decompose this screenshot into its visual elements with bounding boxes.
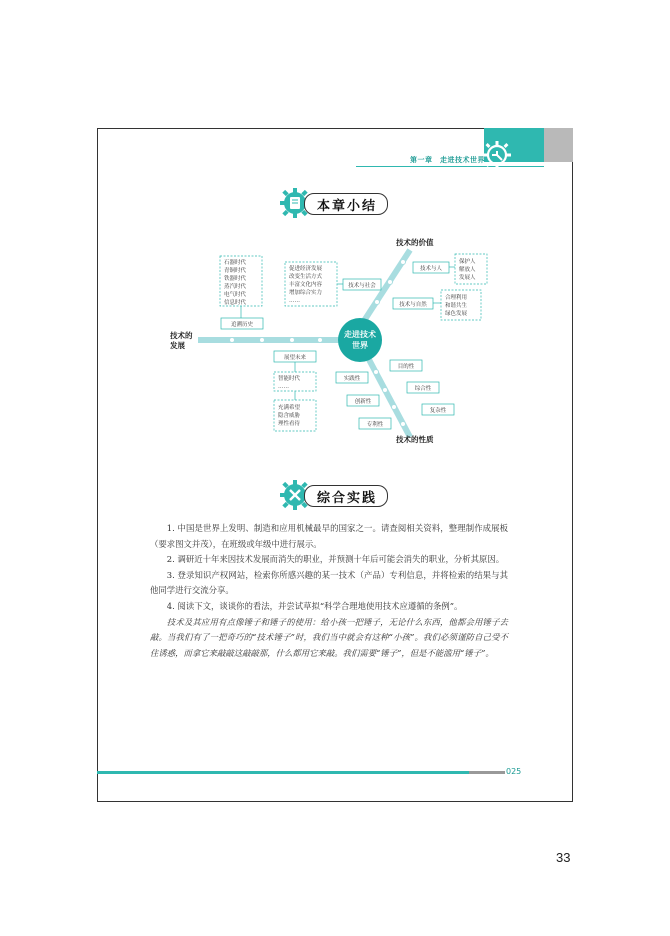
practice-item-1: 1. 中国是世界上发明、制造和应用机械最早的国家之一。请查阅相关资料，整理制作成展板（要求图文并茂），在班级或年级中进行展示。 xyxy=(150,523,508,549)
branch-history-label-1: 技术的 xyxy=(170,331,193,340)
nature-item-2: 和谐共生 xyxy=(445,303,468,309)
section-summary-label: 本章小结 xyxy=(304,193,388,215)
practice-item-4: 4. 阅读下文，谈谈你的看法，并尝试草拟“科学合理地使用技术应遵循的条例”。 xyxy=(166,600,463,611)
footer-gray-bar xyxy=(469,771,505,774)
society-item-1: 促进经济发展 xyxy=(289,266,323,272)
practice-item-3: 3. 登录知识产权网站，检索你所感兴趣的某一技术（产品）专利信息，并将检索的结果与其他同学进行交流分享。 xyxy=(150,569,508,596)
property-2: 实践性 xyxy=(343,376,361,382)
era-3: 铁器时代 xyxy=(224,276,247,282)
page-number: 33 xyxy=(556,850,571,865)
future-item-1: 智能时代 xyxy=(278,376,301,382)
mindmap-center xyxy=(338,318,382,362)
section-practice-label: 综合实践 xyxy=(304,485,388,507)
property-6: 专利性 xyxy=(366,422,384,428)
practice-text xyxy=(150,521,508,661)
header-gray-block xyxy=(544,128,573,162)
human-label: 技术与人 xyxy=(419,266,443,272)
branch-value-label: 技术的价值 xyxy=(396,238,434,247)
future-item-2: …… xyxy=(278,384,289,390)
header-rule xyxy=(356,166,544,167)
branch-history-label-2: 发展 xyxy=(170,341,185,350)
section-summary-title xyxy=(279,190,399,216)
era-2: 青铜时代 xyxy=(224,268,247,274)
inner-page-number: 025 xyxy=(506,767,522,776)
human-item-2: 解放人 xyxy=(459,267,476,273)
page-frame xyxy=(97,128,573,802)
branch-nature-label: 技术的性质 xyxy=(396,435,434,444)
future-label: 展望未来 xyxy=(283,355,307,361)
section-practice-title xyxy=(279,482,399,508)
property-1: 目的性 xyxy=(397,364,415,370)
property-5: 复杂性 xyxy=(429,408,447,414)
society-label: 技术与社会 xyxy=(348,283,376,289)
future-trait-2: 隐含威胁 xyxy=(278,413,301,419)
era-6: 信息时代 xyxy=(224,300,247,306)
gear-icon xyxy=(480,138,514,172)
human-item-3: 发展人 xyxy=(459,275,476,281)
society-item-2: 改变生活方式 xyxy=(289,274,323,280)
center-line-1: 走进技术 xyxy=(344,330,376,339)
era-4: 蒸汽时代 xyxy=(224,284,247,290)
property-4: 创新性 xyxy=(354,399,372,405)
footer-teal-bar xyxy=(97,771,469,774)
era-1: 石器时代 xyxy=(224,260,247,266)
reading-passage: 技术及其应用有点像锤子和锤子的使用：给小孩一把锤子，无论什么东西，他都会用锤子去敲。当我们有了一把奇巧的“技术锤子”时，我们当中就会有这种“小孩”。我们必须谨防自己受不住诱惑，而拿它来敲敲这敲敲那，什么都用它来敲。我们需要“锤子”，但是不能滥用“锤子”。 xyxy=(150,616,508,658)
human-item-1: 保护人 xyxy=(459,259,476,265)
chapter-mindmap xyxy=(160,232,490,452)
society-item-4: 增加综合实力 xyxy=(289,290,323,296)
center-line-2: 世界 xyxy=(352,341,368,350)
society-item-3: 丰富文化内容 xyxy=(289,282,323,288)
future-trait-3: 理性看待 xyxy=(278,421,301,427)
society-item-5: …… xyxy=(289,298,300,304)
nature-item-3: 绿色发展 xyxy=(445,311,468,317)
nature-item-1: 合理利用 xyxy=(445,295,468,301)
chapter-label: 第一章 走进技术世界 xyxy=(410,156,485,164)
nature-label: 技术与自然 xyxy=(399,302,427,308)
future-trait-1: 充满希望 xyxy=(278,405,301,411)
practice-item-2: 2. 调研近十年来因技术发展而消失的职业，并预测十年后可能会消失的职业，分析其原因。 xyxy=(166,554,505,565)
history-review: 追溯历史 xyxy=(230,322,254,328)
property-3: 综合性 xyxy=(414,386,432,392)
era-5: 电气时代 xyxy=(224,292,247,298)
